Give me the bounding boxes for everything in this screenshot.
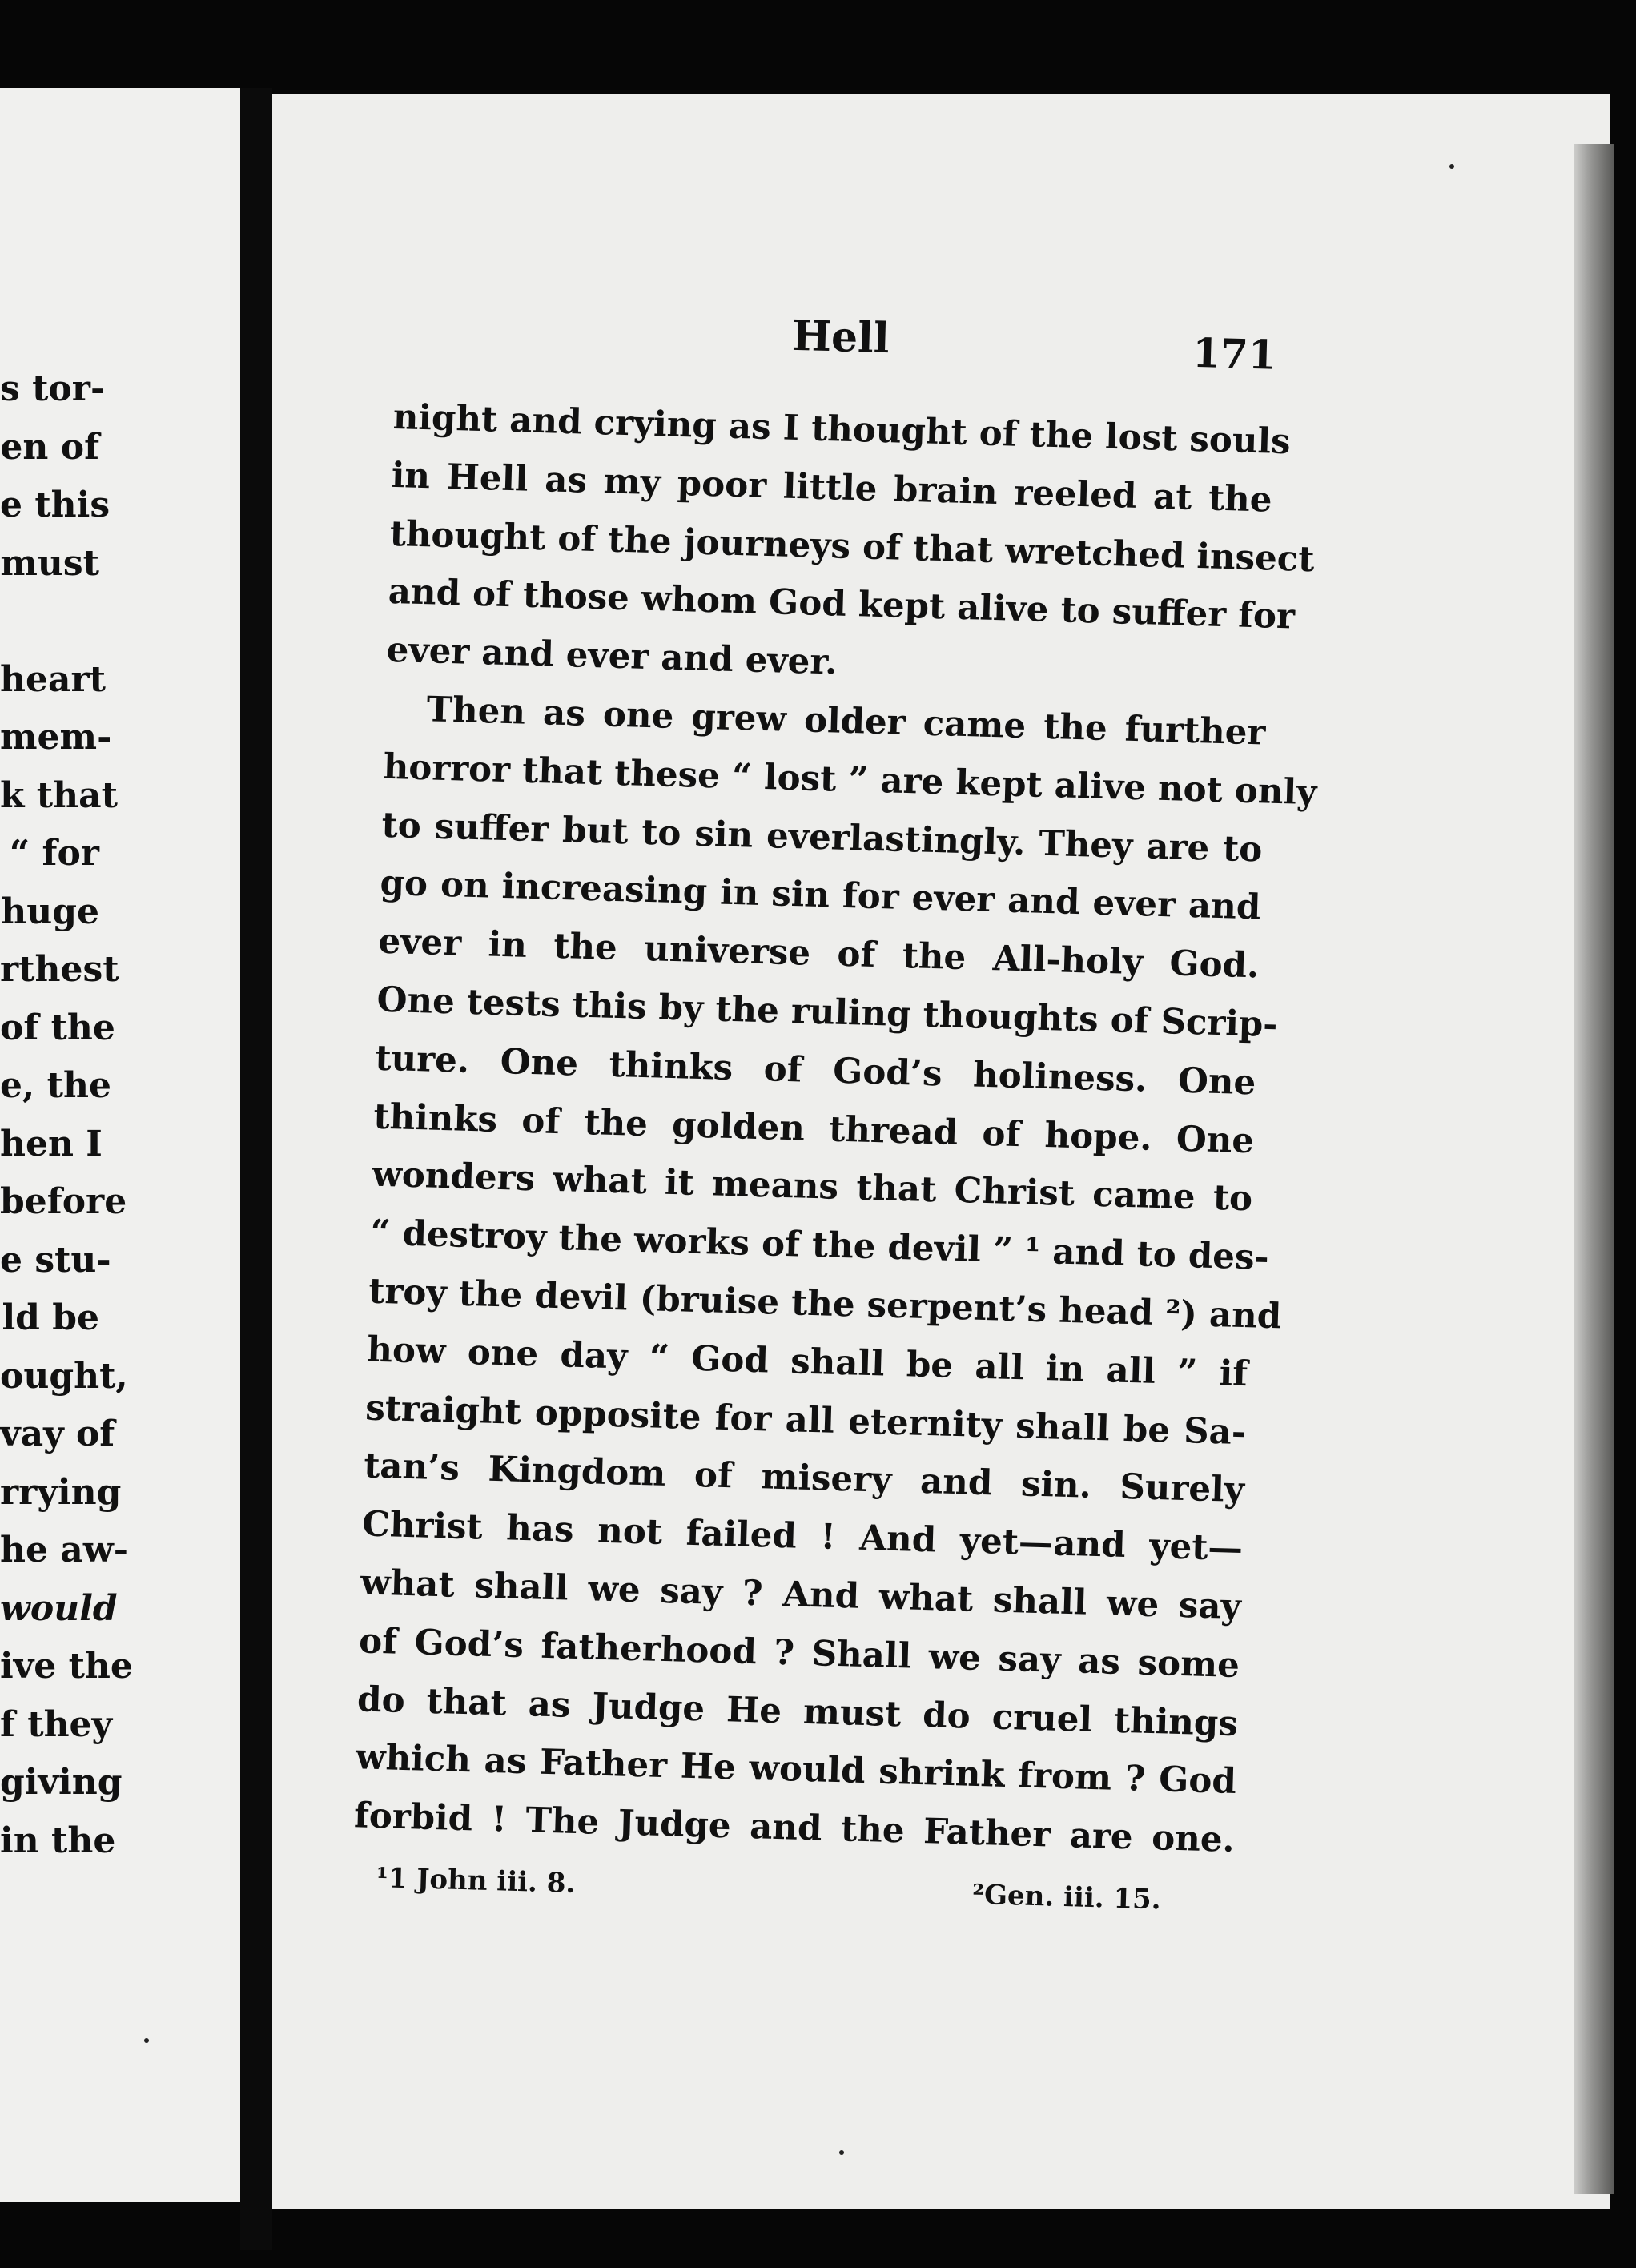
text-line: wonders what it means that Christ came to <box>371 1153 1253 1220</box>
left-page-line: would <box>0 1587 118 1629</box>
text-line: what shall we say ? And what shall we say <box>360 1562 1242 1628</box>
text-line: “ destroy the works of the devil ” ¹ and to des- <box>369 1212 1270 1279</box>
text-line: and of those whom God kept alive to suffer for <box>388 571 1296 637</box>
left-page-line: ive the <box>0 1646 133 1687</box>
text-line: do that as Judge He must do cruel things <box>356 1678 1239 1744</box>
text-line: thought of the journeys of that wretched insect <box>389 513 1316 580</box>
left-facing-page <box>0 88 240 2202</box>
left-page-line: heart <box>0 658 106 700</box>
book-gutter <box>240 88 272 2250</box>
text-line: Christ has not failed ! And yet—and yet— <box>361 1503 1244 1570</box>
left-page-line: he aw- <box>0 1530 128 1570</box>
running-head-title: Hell <box>791 311 890 364</box>
left-page-line: “ for <box>9 833 99 874</box>
left-page-line: vay of <box>0 1413 115 1454</box>
left-page-line: s tor- <box>0 368 106 409</box>
left-page-line: e this <box>0 485 111 525</box>
left-page-line: in the <box>0 1820 116 1861</box>
text-line: One tests this by the ruling thoughts of Scrip- <box>376 979 1279 1046</box>
text-line: of God’s fatherhood ? Shall we say as some <box>358 1620 1240 1686</box>
text-line: night and crying as I thought of the lost souls <box>392 396 1292 463</box>
left-page-line: huge <box>1 891 99 932</box>
text-line: ture. One thinks of God’s holiness. One <box>374 1037 1256 1104</box>
left-page-line: hen I <box>0 1123 103 1164</box>
body-text <box>353 388 1318 1870</box>
text-line: tan’s Kingdom of misery and sin. Surely <box>363 1445 1245 1511</box>
text-line: ever in the universe of the All-holy God. <box>377 920 1260 987</box>
left-page-line: of the <box>0 1007 115 1048</box>
footnote-1: ¹1 John iii. 8. <box>376 1861 576 1900</box>
text-line: troy the devil (bruise the serpent’s head ²) and <box>368 1270 1282 1337</box>
page-text-block <box>352 300 1318 1934</box>
footnote-2: ²Gen. iii. 15. <box>971 1878 1162 1916</box>
left-page-gap <box>0 593 99 651</box>
dust-speck <box>839 2150 844 2155</box>
left-page-line: giving <box>0 1762 123 1803</box>
left-page-line: ld be <box>2 1297 99 1338</box>
left-page-line: mem- <box>0 717 112 758</box>
left-page-line: e stu- <box>0 1239 111 1281</box>
text-line: which as Father He would shrink from ? God <box>355 1736 1237 1803</box>
text-line: to suffer but to sin everlastingly. They are to <box>380 804 1263 871</box>
page-number: 171 <box>1192 328 1277 379</box>
left-page-line: ought, <box>0 1355 128 1397</box>
text-line: thinks of the golden thread of hope. One <box>372 1096 1255 1161</box>
left-page-text <box>0 360 133 1870</box>
left-page-line: en of <box>0 426 99 468</box>
left-page-line: e, the <box>0 1065 111 1106</box>
text-line: straight opposite for all eternity shall be Sa- <box>364 1387 1247 1453</box>
dust-speck <box>144 2038 149 2043</box>
text-line: ever and ever and ever. <box>386 629 838 683</box>
left-page-line: k that <box>0 774 118 816</box>
left-page-line: rrying <box>0 1471 122 1513</box>
text-line: how one day “ God shall be all in all ” if <box>366 1329 1248 1394</box>
left-page-line: before <box>0 1181 127 1222</box>
page-edge <box>1574 144 1614 2194</box>
left-page-line: f they <box>0 1703 113 1745</box>
left-page-line: rthest <box>0 949 119 990</box>
text-line: Then as one grew older came the further <box>426 689 1267 754</box>
text-line: in Hell as my poor little brain reeled at the <box>391 454 1273 521</box>
left-page-line: must <box>0 542 99 584</box>
text-line: horror that these “ lost ” are kept alive not only <box>383 746 1318 814</box>
text-line: forbid ! The Judge and the Father are one. <box>353 1795 1236 1861</box>
text-line: go on increasing in sin for ever and ever and <box>379 863 1261 928</box>
dust-speck <box>1449 164 1454 169</box>
